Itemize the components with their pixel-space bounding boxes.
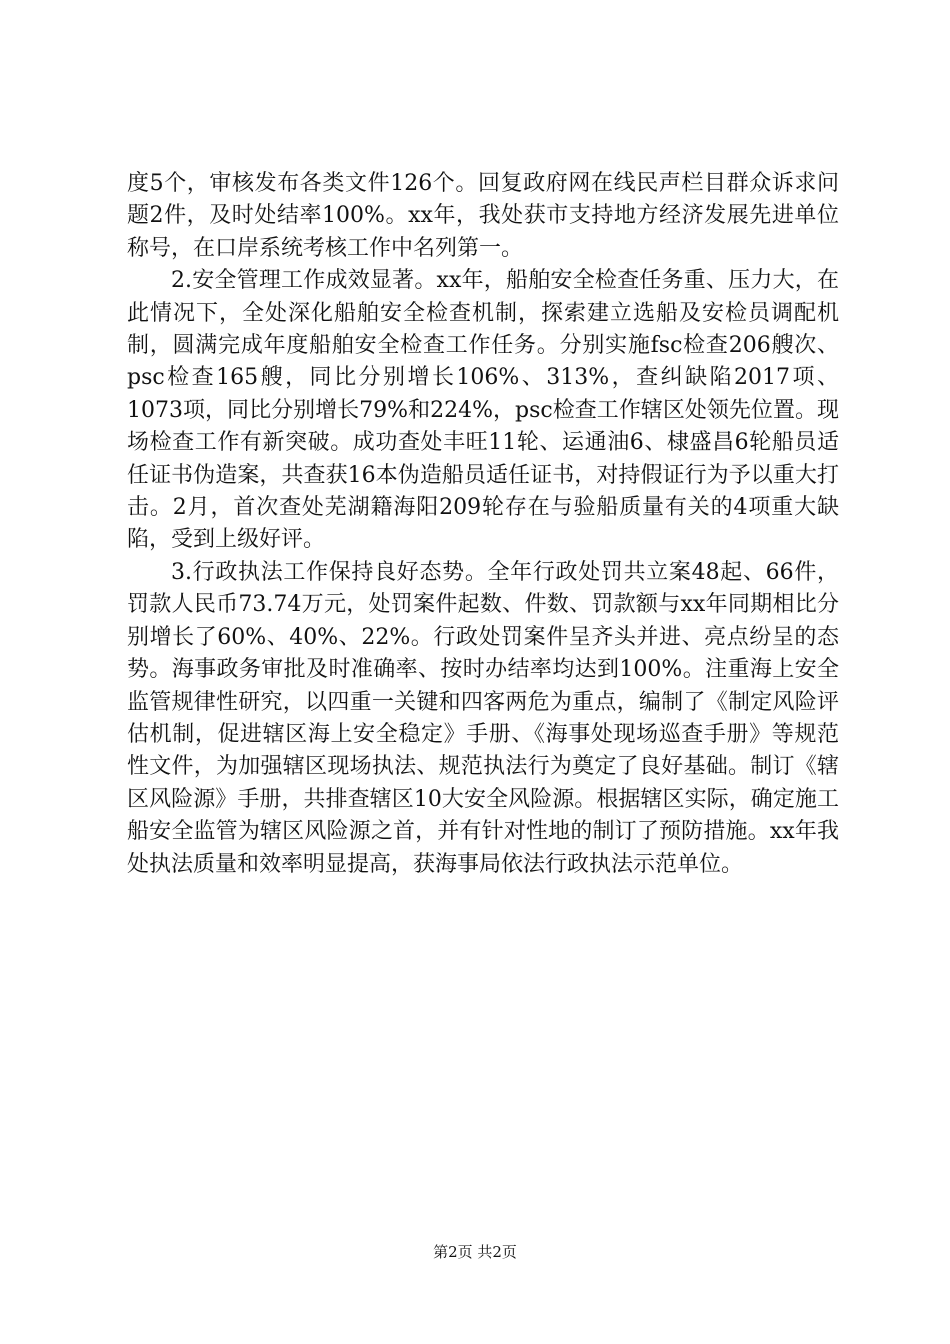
document-body bbox=[127, 168, 839, 881]
page-footer: 第2页 共2页 bbox=[433, 1243, 517, 1261]
paragraph-continued: 度5个，审核发布各类文件126个。回复政府网在线民声栏目群众诉求问题2件，及时处结率100%。xx年，我处获市支持地方经济发展先进单位称号，在口岸系统考核工作中名列第一。 bbox=[127, 171, 839, 261]
paragraph-administrative-enforcement: 3.行政执法工作保持良好态势。全年行政处罚共立案48起、66件，罚款人民币73.74万元，处罚案件起数、件数、罚款额与xx年同期相比分别增长了60%、40%、22%。行政处罚案件呈齐头并进、亮点纷呈的态势。海事政务审批及时准确率、按时办结率均达到100%。注重海上安全监管规律性研究，以四重一关键和四客两危为重点，编制了《制定风险评估机制，促进辖区海上安全稳定》手册、《海事处现场巡查手册》等规范性文件，为加强辖区现场执法、规范执法行为奠定了良好基础。制订《辖区风险源》手册，共排查辖区10大安全风险源。根据辖区实际，确定施工船安全监管为辖区风险源之首，并有针对性地的制订了预防措施。xx年我处执法质量和效率明显提高，获海事局依法行政执法示范单位。 bbox=[127, 559, 839, 877]
paragraph-safety-management: 2.安全管理工作成效显著。xx年，船舶安全检查任务重、压力大，在此情况下，全处深化船舶安全检查机制，探索建立选船及安检员调配机制，圆满完成年度船舶安全检查工作任务。分别实施fsc检查206艘次、psc检查165艘，同比分别增长106%、313%，查纠缺陷2017项、1073项，同比分别增长79%和224%，psc检查工作辖区处领先位置。现场检查工作有新突破。成功查处丰旺11轮、运通油6、棣盛昌6轮船员适任证书伪造案，共查获16本伪造船员适任证书，对持假证行为予以重大打击。2月，首次查处芜湖籍海阳209轮存在与验船质量有关的4项重大缺陷，受到上级好评。 bbox=[127, 268, 839, 553]
